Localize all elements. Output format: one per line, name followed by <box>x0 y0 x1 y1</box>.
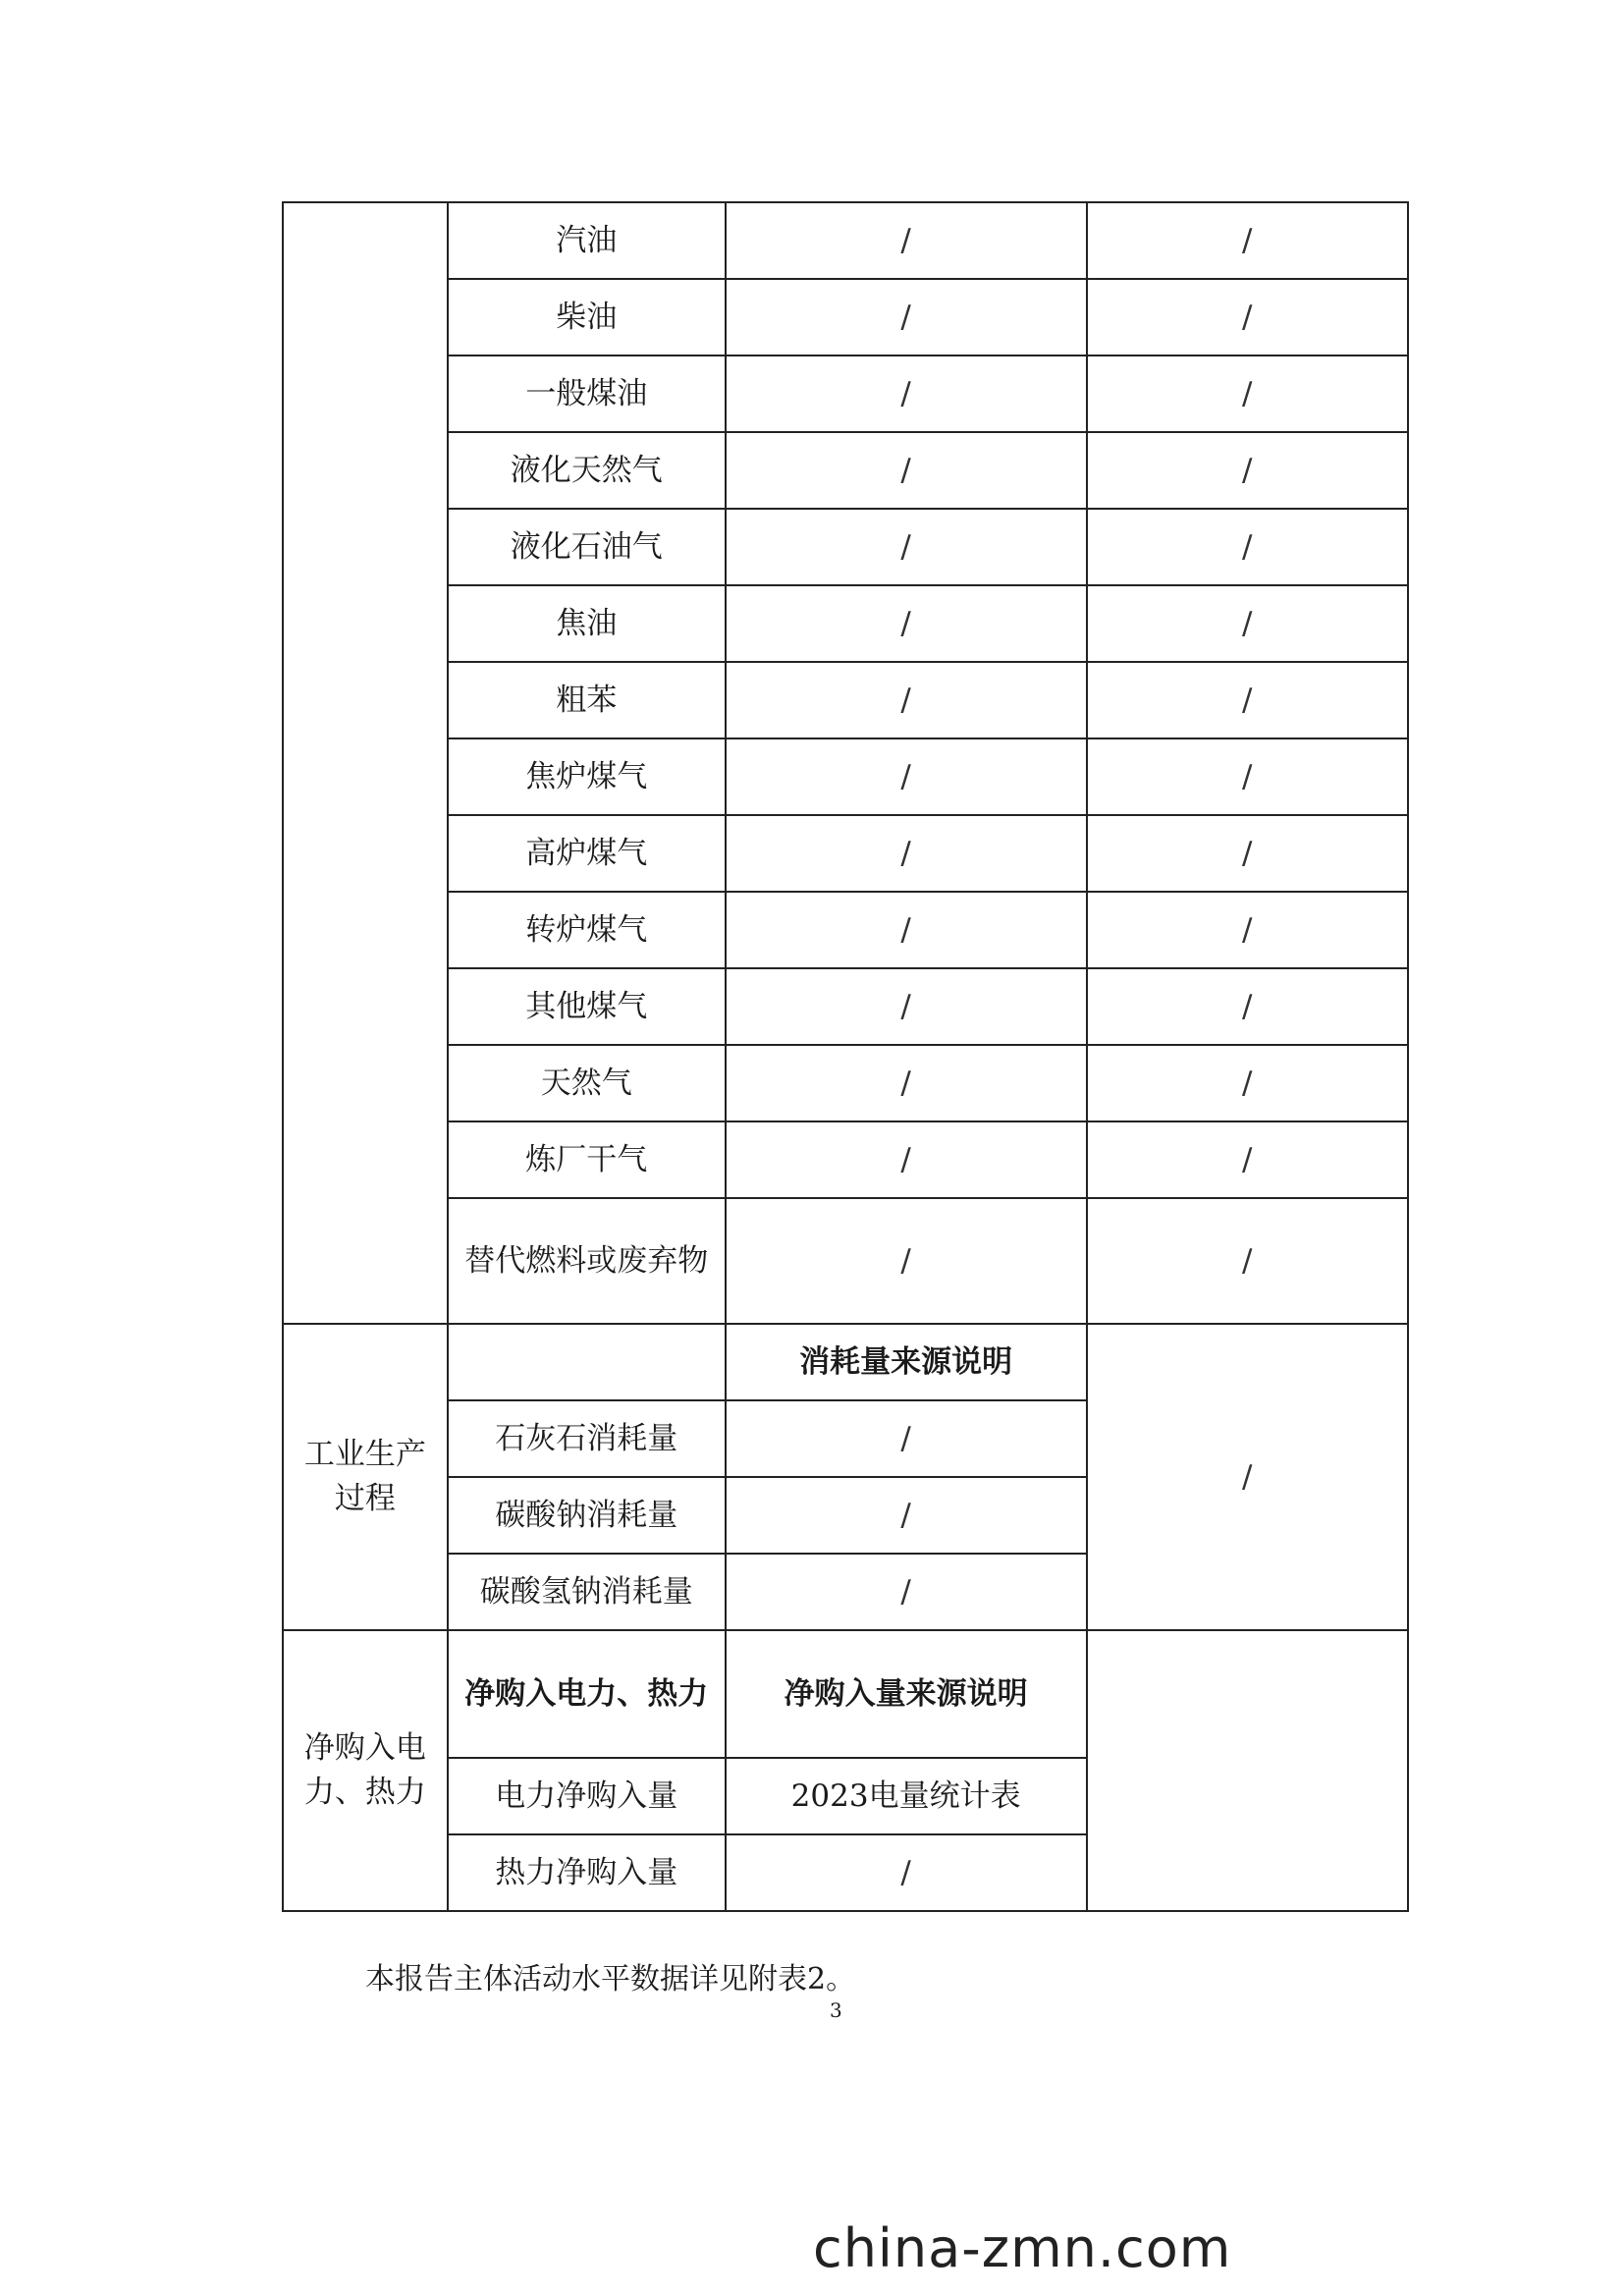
table-row <box>283 892 1408 968</box>
table-row <box>283 1045 1408 1121</box>
value-cell: / <box>726 892 1087 968</box>
source-cell: / <box>1087 279 1408 355</box>
value-cell: / <box>726 968 1087 1045</box>
value-cell: / <box>726 432 1087 509</box>
value-cell: / <box>726 662 1087 738</box>
table-row <box>283 1630 1408 1758</box>
activity-data-table <box>282 201 1409 1912</box>
table-row <box>283 279 1408 355</box>
table-row <box>283 1198 1408 1324</box>
material-name: 碳酸钠消耗量 <box>448 1477 726 1554</box>
fuel-name: 高炉煤气 <box>448 815 726 892</box>
table-row <box>283 202 1408 279</box>
empty-header-cell <box>448 1324 726 1400</box>
value-cell: / <box>726 738 1087 815</box>
table-row <box>283 432 1408 509</box>
fuel-name: 液化天然气 <box>448 432 726 509</box>
table-row <box>283 968 1408 1045</box>
source-cell: / <box>1087 1121 1408 1198</box>
table-row <box>283 662 1408 738</box>
value-cell: / <box>726 585 1087 662</box>
page-number: 3 <box>830 1998 842 2022</box>
table-row <box>283 355 1408 432</box>
source-cell: / <box>1087 968 1408 1045</box>
source-cell: / <box>1087 892 1408 968</box>
merged-source-cell: / <box>1087 1324 1408 1630</box>
table-row <box>283 1121 1408 1198</box>
source-cell: / <box>1087 355 1408 432</box>
source-cell: / <box>1087 815 1408 892</box>
consumption-source-header: 消耗量来源说明 <box>726 1324 1087 1400</box>
fuel-name: 粗苯 <box>448 662 726 738</box>
value-cell: / <box>726 1400 1087 1477</box>
net-purchase-label: 净购入电力、热力 <box>283 1630 448 1911</box>
purchase-item: 电力净购入量 <box>448 1758 726 1834</box>
source-cell: / <box>1087 585 1408 662</box>
fuel-name: 柴油 <box>448 279 726 355</box>
source-cell: / <box>1087 1045 1408 1121</box>
purchase-source-header: 净购入量来源说明 <box>726 1630 1087 1758</box>
value-cell: 2023电量统计表 <box>726 1758 1087 1834</box>
fuel-name: 其他煤气 <box>448 968 726 1045</box>
purchase-item: 热力净购入量 <box>448 1834 726 1911</box>
table-row <box>283 815 1408 892</box>
fuel-name: 汽油 <box>448 202 726 279</box>
table-row <box>283 1324 1408 1400</box>
value-cell: / <box>726 1554 1087 1630</box>
fuel-name: 天然气 <box>448 1045 726 1121</box>
value-cell: / <box>726 1834 1087 1911</box>
material-name: 碳酸氢钠消耗量 <box>448 1554 726 1630</box>
empty-merged-cell <box>1087 1630 1408 1911</box>
fuel-name: 炼厂干气 <box>448 1121 726 1198</box>
value-cell: / <box>726 279 1087 355</box>
value-cell: / <box>726 355 1087 432</box>
footnote: 本报告主体活动水平数据详见附表2。 <box>365 1962 856 1996</box>
source-cell: / <box>1087 1198 1408 1324</box>
material-name: 石灰石消耗量 <box>448 1400 726 1477</box>
source-cell: / <box>1087 662 1408 738</box>
value-cell: / <box>726 1121 1087 1198</box>
fuel-category-cell <box>283 202 448 1324</box>
source-cell: / <box>1087 432 1408 509</box>
fuel-name: 转炉煤气 <box>448 892 726 968</box>
value-cell: / <box>726 815 1087 892</box>
source-cell: / <box>1087 509 1408 585</box>
value-cell: / <box>726 1045 1087 1121</box>
fuel-name: 一般煤油 <box>448 355 726 432</box>
source-cell: / <box>1087 738 1408 815</box>
fuel-name: 替代燃料或废弃物 <box>448 1198 726 1324</box>
table-row <box>283 738 1408 815</box>
value-cell: / <box>726 1198 1087 1324</box>
net-purchase-header: 净购入电力、热力 <box>448 1630 726 1758</box>
fuel-name: 焦油 <box>448 585 726 662</box>
fuel-name: 液化石油气 <box>448 509 726 585</box>
industrial-process-label: 工业生产过程 <box>283 1324 448 1630</box>
fuel-name: 焦炉煤气 <box>448 738 726 815</box>
table-row <box>283 585 1408 662</box>
value-cell: / <box>726 509 1087 585</box>
watermark: china-zmn.com <box>813 2217 1232 2279</box>
table-row <box>283 509 1408 585</box>
value-cell: / <box>726 1477 1087 1554</box>
value-cell: / <box>726 202 1087 279</box>
source-cell: / <box>1087 202 1408 279</box>
